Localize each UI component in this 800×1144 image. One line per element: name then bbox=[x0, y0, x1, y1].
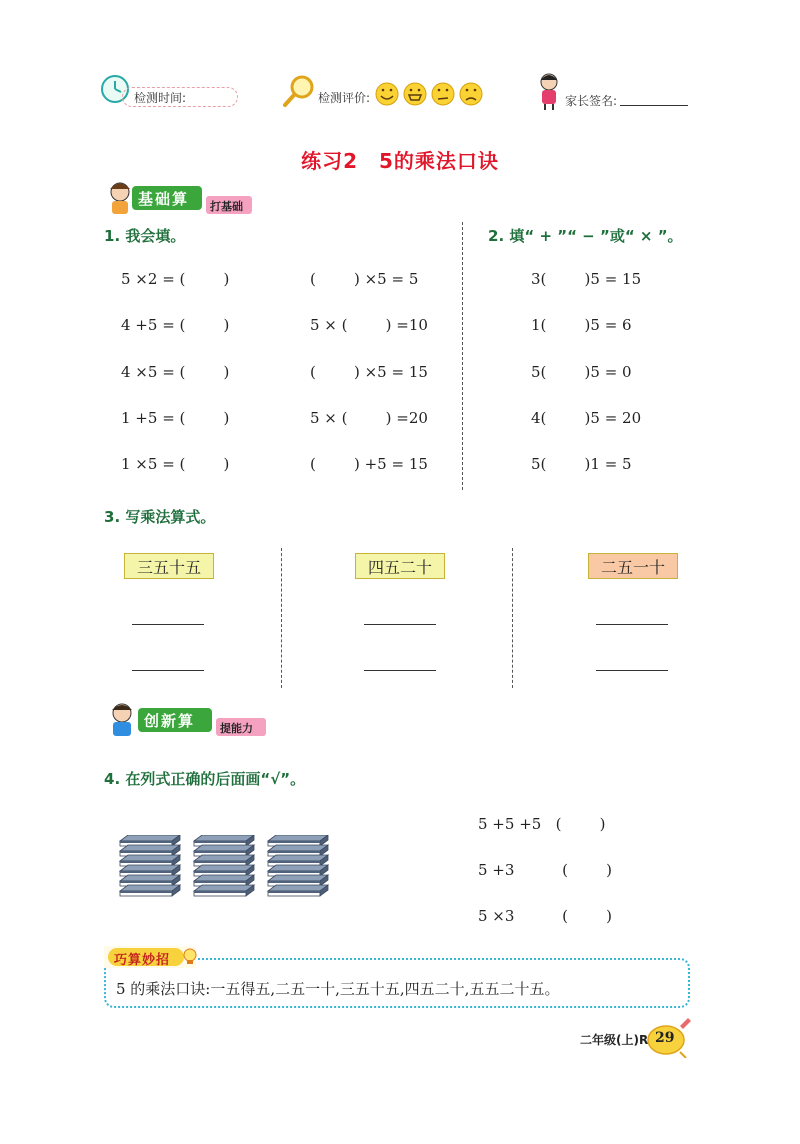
q1-item[interactable]: ( ) +5 = 15 bbox=[310, 455, 428, 473]
section-badge-basic bbox=[102, 180, 252, 218]
column-divider bbox=[512, 548, 513, 688]
rhyme-card: 三五十五 bbox=[124, 553, 214, 579]
question-2-heading bbox=[488, 225, 683, 246]
question-number: 2 bbox=[488, 227, 499, 245]
q4-option[interactable]: 5 ×3 ( ) bbox=[478, 907, 612, 925]
boy-icon bbox=[102, 700, 142, 740]
tip-badge-label: 巧算妙招 bbox=[114, 953, 171, 968]
column-divider bbox=[462, 222, 463, 490]
question-text: . 在列式正确的后面画“√”。 bbox=[114, 770, 306, 788]
column-divider bbox=[281, 548, 282, 688]
q1-item[interactable]: 5 ×2 = ( ) bbox=[121, 270, 230, 288]
q2-item[interactable]: 1( )5 = 6 bbox=[531, 316, 632, 334]
question-text: . 写乘法算式。 bbox=[114, 508, 216, 526]
tip-text: 5 的乘法口诀:一五得五,二五一十,三五十五,四五二十,五五二十五。 bbox=[116, 980, 560, 998]
q2-item[interactable]: 3( )5 = 15 bbox=[531, 270, 642, 288]
magnifier-icon bbox=[282, 74, 316, 108]
answer-blank[interactable] bbox=[132, 624, 204, 625]
answer-blank[interactable] bbox=[364, 624, 436, 625]
q4-option[interactable]: 5 +3 ( ) bbox=[478, 861, 612, 879]
rhyme-card: 四五二十 bbox=[355, 553, 445, 579]
question-number: 3 bbox=[104, 508, 115, 526]
q2-item[interactable]: 5( )5 = 0 bbox=[531, 363, 632, 381]
q4-option[interactable]: 5 +5 +5 ( ) bbox=[478, 815, 606, 833]
q2-item[interactable]: 5( )1 = 5 bbox=[531, 455, 632, 473]
grade-label: 二年级(上)R bbox=[580, 1033, 649, 1047]
emoji-faces-icon bbox=[375, 80, 495, 108]
q1-item[interactable]: 4 +5 = ( ) bbox=[121, 316, 230, 334]
q1-item[interactable]: 4 ×5 = ( ) bbox=[121, 363, 230, 381]
book-stack bbox=[268, 835, 328, 896]
q1-item[interactable]: 5 × ( ) =20 bbox=[310, 409, 428, 427]
question-4-heading bbox=[104, 768, 305, 789]
sign-line bbox=[620, 105, 688, 106]
question-text: . 我会填。 bbox=[114, 227, 186, 245]
page-title: 练习2 5的乘法口诀 bbox=[301, 149, 499, 173]
lightbulb-icon bbox=[182, 948, 198, 966]
section-badge-sub: 提能力 bbox=[220, 722, 253, 735]
header-bar bbox=[100, 68, 688, 116]
sign-label: 家长签名: bbox=[565, 94, 618, 108]
question-number: 1 bbox=[104, 227, 115, 245]
section-badge-sub: 打基础 bbox=[210, 200, 243, 213]
tip-badge bbox=[104, 946, 196, 968]
kid-icon bbox=[536, 72, 562, 110]
answer-blank[interactable] bbox=[596, 670, 668, 671]
section-badge-title: 基础算 bbox=[138, 190, 190, 208]
q1-item[interactable]: ( ) ×5 = 15 bbox=[310, 363, 428, 381]
section-badge-innovate bbox=[102, 700, 267, 740]
q1-item[interactable]: ( ) ×5 = 5 bbox=[310, 270, 419, 288]
page-number: 29 bbox=[655, 1030, 675, 1046]
book-stack bbox=[194, 835, 254, 896]
book-stack bbox=[120, 835, 180, 896]
q1-item[interactable]: 1 +5 = ( ) bbox=[121, 409, 230, 427]
question-number: 4 bbox=[104, 770, 115, 788]
section-badge-title: 创新算 bbox=[144, 712, 196, 730]
question-1-heading bbox=[104, 225, 185, 246]
rhyme-card: 二五一十 bbox=[588, 553, 678, 579]
q2-item[interactable]: 4( )5 = 20 bbox=[531, 409, 642, 427]
book-stacks-image bbox=[118, 835, 338, 901]
answer-blank[interactable] bbox=[364, 670, 436, 671]
time-label: 检测时间: bbox=[134, 91, 187, 105]
answer-blank[interactable] bbox=[132, 670, 204, 671]
question-3-heading bbox=[104, 506, 215, 527]
q1-item[interactable]: 5 × ( ) =10 bbox=[310, 316, 428, 334]
question-text: . 填“ + ”“ − ”或“ × ”。 bbox=[498, 227, 683, 245]
q1-item[interactable]: 1 ×5 = ( ) bbox=[121, 455, 230, 473]
answer-blank[interactable] bbox=[596, 624, 668, 625]
eval-label: 检测评价: bbox=[318, 91, 371, 105]
